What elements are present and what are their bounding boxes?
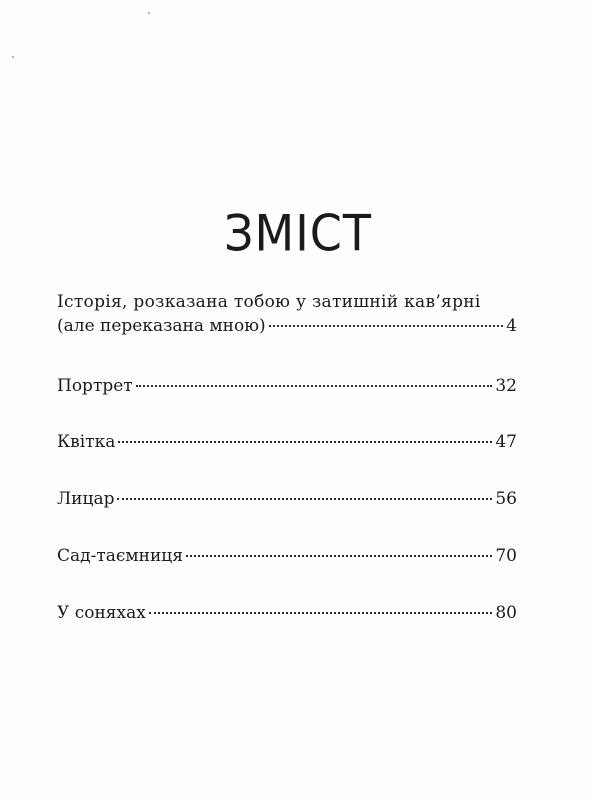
toc-entry-page: 32 <box>495 376 517 396</box>
dot-leader <box>149 612 493 614</box>
toc-entry-title: Портрет <box>57 376 133 396</box>
toc-entry[interactable] <box>57 432 517 456</box>
toc-entry-page: 4 <box>506 316 517 336</box>
paper-speck <box>12 56 14 58</box>
toc-entry-page: 47 <box>495 432 517 452</box>
toc-entry-title: Сад-таємниця <box>57 546 183 566</box>
page-title: ЗМІСТ <box>224 203 372 263</box>
toc-entry-page: 80 <box>495 603 517 623</box>
toc-entry[interactable] <box>57 489 517 513</box>
toc-entry-title: Лицар <box>57 489 115 509</box>
toc-entry[interactable] <box>57 376 517 400</box>
toc-entry-page: 70 <box>495 546 517 566</box>
toc-entry[interactable] <box>57 603 517 627</box>
toc-entry-title: Квітка <box>57 432 116 452</box>
toc-entry[interactable] <box>57 546 517 570</box>
toc-entry-title: У соняхах <box>57 603 146 623</box>
dot-leader <box>117 498 492 500</box>
toc-entry-title-line1: Історія, розказана тобою у затишній кав’ярні <box>57 292 481 312</box>
toc-entry-title-line2: (але переказана мною) <box>57 316 266 336</box>
dot-leader <box>269 325 504 327</box>
toc-entry-page: 56 <box>495 489 517 509</box>
dot-leader <box>118 441 492 443</box>
dot-leader <box>136 385 493 387</box>
paper-speck <box>148 12 150 14</box>
toc-entry[interactable] <box>57 292 517 340</box>
dot-leader <box>186 555 492 557</box>
